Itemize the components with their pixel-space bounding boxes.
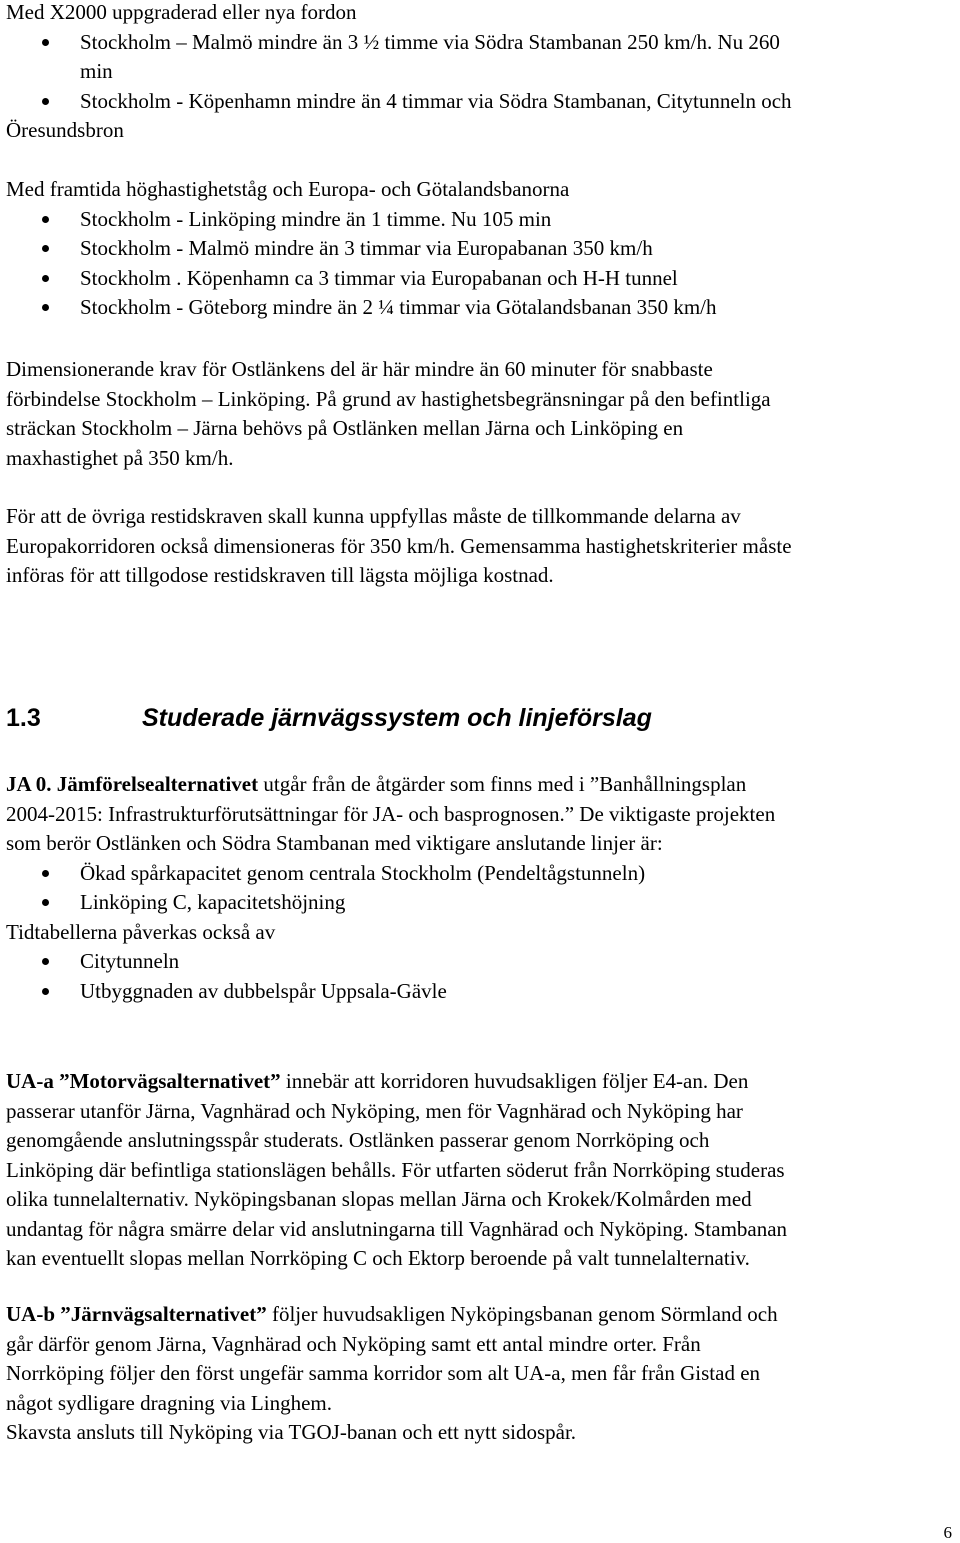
bullet-icon [42, 98, 49, 105]
paragraph-line: Europakorridoren också dimensioneras för 350 km/h. Gemensamma hastighetskriterier måste [6, 533, 792, 558]
paragraph-line: Skavsta ansluts till Nyköping via TGOJ-banan och ett nytt sidospår. [6, 1420, 577, 1444]
paragraph-line: som berör Ostlänken och Södra Stambanan med viktigare anslutande linjer är: [6, 831, 663, 855]
list-item-text: Stockholm . Köpenhamn ca 3 timmar via Europabanan och H-H tunnel [80, 265, 678, 290]
paragraph-line: JA 0. Jämförelsealternativet utgår från de åtgärder som finns med i ”Banhållningsplan [6, 772, 747, 796]
ja0-section [6, 770, 775, 1006]
list-item [6, 28, 792, 58]
paragraph-line: går därför genom Järna, Vagnhärad och Nyköping samt ett antal mindre orter. Från [6, 1331, 701, 1356]
list-item-text: Linköping C, kapacitetshöjning [80, 890, 346, 914]
paragraph-line: UA-b ”Järnvägsalternativet” följer huvudsakligen Nyköpingsbanan genom Sörmland och [6, 1302, 778, 1326]
bullet-icon [42, 988, 49, 995]
paragraph-line: genomgående anslutningsspår studerats. Ostlänken passerar genom Norrköping och [6, 1128, 710, 1152]
alternative-name: UA-a ”Motorvägsalternativet” [6, 1069, 281, 1093]
bullet-icon [42, 216, 49, 223]
alternative-name: UA-b ”Järnvägsalternativet” [6, 1302, 267, 1326]
paragraph-line: Linköping där befintliga stationslägen behålls. För utfarten söderut från Norrköping studeras [6, 1157, 785, 1182]
list-item-text: Citytunneln [80, 949, 180, 973]
list-item-text: min [80, 59, 113, 83]
list-item [6, 264, 792, 294]
section-number: 1.3 [6, 704, 41, 732]
paragraph-line: undantag för några smärre delar vid anslutningarna till Vagnhärad och Nyköping. Stambanan [6, 1216, 788, 1241]
section-title: Studerade järnvägssystem och linjeförslag [142, 704, 652, 732]
paragraph-line: införas för att tillgodose restidskraven till lägsta möjliga kostnad. [6, 563, 554, 587]
bullet-icon [42, 899, 49, 906]
paragraph-line: olika tunnelalternativ. Nyköpingsbanan slopas mellan Järna och Krokek/Kolmården med [6, 1187, 752, 1211]
bullet-icon [42, 958, 49, 965]
list-item [6, 947, 775, 977]
list-item-text: Utbyggnaden av dubbelspår Uppsala-Gävle [80, 978, 447, 1003]
ua-a-section [6, 1067, 787, 1274]
bullet-icon [42, 304, 49, 311]
list-item-text: Stockholm - Linköping mindre än 1 timme. Nu 105 min [80, 206, 552, 231]
list-item [6, 205, 792, 235]
list-item-text: Stockholm - Göteborg mindre än 2 ¼ timmar via Götalandsbanan 350 km/h [80, 295, 717, 319]
bullet-icon [42, 245, 49, 252]
paragraph-line: något sydligare dragning via Linghem. [6, 1390, 333, 1415]
list-item [6, 859, 775, 889]
paragraph-line: kan eventuellt slopas mellan Norrköping C och Ektorp beroende på valt tunnelalternativ. [6, 1246, 750, 1270]
list-item-text: Stockholm - Malmö mindre än 3 timmar via Europabanan 350 km/h [80, 236, 653, 260]
ua-b-section [6, 1300, 778, 1448]
dimensioning-paragraph [6, 355, 771, 473]
list-item [6, 234, 792, 264]
page-number: 6 [943, 1523, 952, 1542]
list-item [6, 977, 775, 1007]
paragraph-line: UA-a ”Motorvägsalternativet” innebär att korridoren huvudsakligen följer E4-an. Den [6, 1069, 749, 1093]
bullet-icon [42, 39, 49, 46]
paragraph-line: För att de övriga restidskraven skall kunna uppfyllas måste de tillkommande delarna av [6, 504, 741, 528]
paragraph-line: sträckan Stockholm – Järna behövs på Ostlänken mellan Järna och Linköping en [6, 416, 684, 440]
list-item [6, 293, 792, 323]
alternative-name: JA 0. Jämförelsealternativet [6, 772, 259, 796]
list-item-text: Stockholm – Malmö mindre än 3 ½ timme via Södra Stambanan 250 km/h. Nu 260 [80, 29, 780, 54]
bullet-icon [42, 870, 49, 877]
paragraph-line: Med framtida höghastighetståg och Europa- och Götalandsbanorna [6, 177, 570, 201]
bullet-icon [42, 275, 49, 282]
paragraph-line: Norrköping följer den först ungefär samma korridor som alt UA-a, men får från Gistad en [6, 1361, 761, 1385]
travel-time-paragraph [6, 502, 792, 591]
paragraph-line: passerar utanför Järna, Vagnhärad och Nyköping, men för Vagnhärad och Nyköping har [6, 1098, 743, 1123]
list-item-text: Stockholm - Köpenhamn mindre än 4 timmar via Södra Stambanan, Citytunneln och [80, 88, 792, 113]
section-heading [6, 703, 652, 733]
paragraph-line: maxhastighet på 350 km/h. [6, 445, 234, 470]
paragraph-line: 2004-2015: Infrastrukturförutsättningar för JA- och basprognosen.” De viktigaste projekten [6, 801, 776, 826]
list-item-text: Ökad spårkapacitet genom centrala Stockholm (Pendeltågstunneln) [80, 860, 646, 885]
paragraph-line: Med X2000 uppgraderad eller nya fordon [6, 0, 357, 24]
speed-goals-section [6, 0, 792, 323]
list-item-continuation: Öresundsbron [6, 118, 124, 142]
paragraph-line: Tidtabellerna påverkas också av [6, 919, 276, 944]
list-item [6, 888, 775, 918]
paragraph-line: förbindelse Stockholm – Linköping. På grund av hastighetsbegränsningar på den befintliga [6, 386, 771, 411]
list-item [6, 87, 792, 117]
list-item-continuation [6, 57, 792, 87]
paragraph-line: Dimensionerande krav för Ostlänkens del är här mindre än 60 minuter för snabbaste [6, 357, 713, 381]
